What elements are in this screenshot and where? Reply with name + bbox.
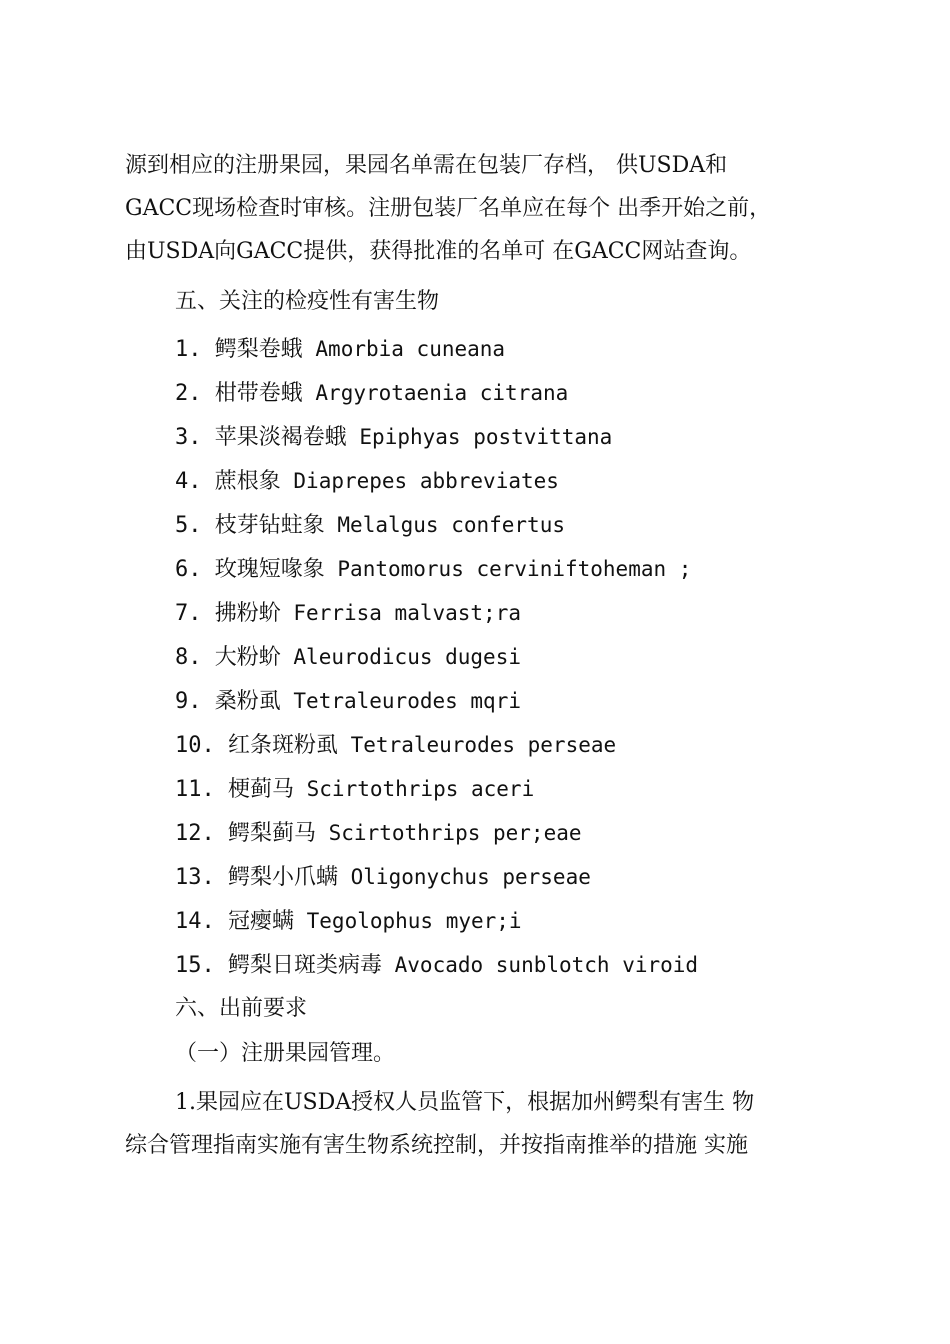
list-item: 6. 玫瑰短喙象 Pantomorus cerviniftoheman ; <box>175 557 692 582</box>
list-item: 9. 桑粉虱 Tetraleurodes mqri <box>175 689 521 714</box>
list-item: 4. 蔗根象 Diaprepes abbreviates <box>175 469 559 494</box>
list-item: 7. 拂粉蚧 Ferrisa malvast;ra <box>175 601 521 626</box>
intro-line-2: GACC现场检查时审核。注册包装厂名单应在每个 出季开始之前， <box>125 196 772 221</box>
pest-list <box>175 334 698 994</box>
list-item: 14. 冠瘿螨 Tegolophus myer;i <box>175 909 522 934</box>
section6-line-1: 1.果园应在USDA授权人员监管下，根据加州鳄梨有害生 物 <box>175 1090 755 1115</box>
list-item: 5. 枝芽钻蛀象 Melalgus confertus <box>175 513 565 538</box>
intro-paragraph <box>125 144 840 273</box>
intro-line-1: 源到相应的注册果园，果园名单需在包装厂存档， 供USDA和 <box>125 153 728 178</box>
list-item: 11. 梗蓟马 Scirtothrips aceri <box>175 777 535 802</box>
section6-subheading: （一）注册果园管理。 <box>175 1041 396 1066</box>
section6-paragraph <box>125 1081 840 1167</box>
list-item: 13. 鳄梨小爪螨 Oligonychus perseae <box>175 865 591 890</box>
list-item: 8. 大粉蚧 Aleurodicus dugesi <box>175 645 521 670</box>
section6-heading: 六、出前要求 <box>175 996 308 1021</box>
list-item: 10. 红条斑粉虱 Tetraleurodes perseae <box>175 733 617 758</box>
section5-heading: 五、关注的检疫性有害生物 <box>175 289 440 314</box>
intro-line-3: 由USDA向GACC提供，获得批准的名单可 在GACC网站查询。 <box>125 239 752 264</box>
list-item: 12. 鳄梨蓟马 Scirtothrips per;eae <box>175 821 582 846</box>
list-item: 2. 柑带卷蛾 Argyrotaenia citrana <box>175 381 569 406</box>
list-item: 3. 苹果淡褐卷蛾 Epiphyas postvittana <box>175 425 613 450</box>
section6-line-2: 综合管理指南实施有害生物系统控制，并按指南推举的措施 实施 <box>125 1133 748 1158</box>
list-item: 1. 鳄梨卷蛾 Amorbia cuneana <box>175 337 506 362</box>
list-item: 15. 鳄梨日斑类病毒 Avocado sunblotch viroid <box>175 953 699 978</box>
